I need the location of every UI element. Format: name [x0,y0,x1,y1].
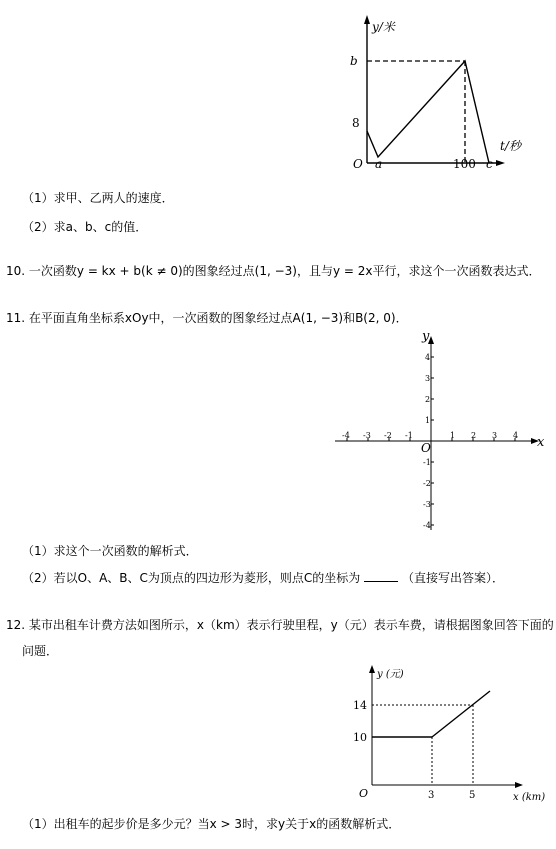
graph3-y-label: y (元) [377,669,404,680]
graph3-y-tick-10: 10 [353,731,367,744]
y-tick-label: 2 [425,395,431,404]
graph2-x-label: x [537,435,545,450]
x-tick-label: 2 [471,431,477,440]
x-tick-label: -1 [405,431,413,440]
graph3-y-tick-14: 14 [353,699,367,712]
graph1-y-label: y/米 [372,20,395,34]
q9-part2: （2）求a、b、c的值． [22,220,148,234]
graph1-a-label: a [375,157,383,171]
graph3-x-label: x (km) [513,792,546,803]
question-12-line2: 问题． [22,644,59,658]
q11-part1: （1）求这个一次函数的解析式． [22,544,198,558]
q11-part2-text: （2）若以O、A、B、C为顶点的四边形为菱形，则点C的坐标为 [22,571,361,585]
x-tick-label: 3 [492,431,498,440]
x-tick-label: -3 [363,431,371,440]
y-tick-label: 4 [425,353,431,362]
q11-part2-tail: （直接写出答案）． [401,571,504,585]
graph3-origin: O [359,787,369,800]
graph1-8-label: 8 [352,116,360,130]
y-tick-label: -1 [423,458,431,467]
y-tick-label: 1 [425,416,431,425]
graph1-origin: O [353,157,363,171]
x-tick-label: -2 [384,431,392,440]
graph1-100-label: 100 [453,157,476,171]
q12-part1: （1）出租车的起步价是多少元？当x > 3时，求y关于x的函数解析式． [22,817,401,831]
x-tick-label: -4 [342,431,350,440]
y-tick-label: -3 [423,500,431,509]
q9-part1: （1）求甲、乙两人的速度． [22,191,174,205]
graph3-x-tick-5: 5 [469,790,476,801]
question-11: 11. 在平面直角坐标系xOy中，一次函数的图象经过点A(1, −3)和B(2, 0)． [6,311,408,325]
graph1-b-label: b [350,54,358,68]
graph1-t-label: t/秒 [500,139,521,153]
y-tick-label: -4 [423,521,431,530]
y-tick-label: 3 [425,374,431,383]
graph1-c-label: c [486,157,493,171]
question-10: 10. 一次函数y = kx + b(k ≠ 0)的图象经过点(1, −3)，且与y = 2x平行，求这个一次函数表达式． [6,264,541,278]
x-tick-label: 1 [450,431,456,440]
question-12-line1: 12. 某市出租车计费方法如图所示，x（km）表示行驶里程，y（元）表示车费，请根据图象回答下面的 [6,618,554,632]
x-tick-label: 4 [513,431,519,440]
graph2-y-label: y [422,329,430,344]
y-tick-label: -2 [423,479,431,488]
graph2-origin: O [421,441,431,455]
graph3-x-tick-3: 3 [428,790,435,801]
